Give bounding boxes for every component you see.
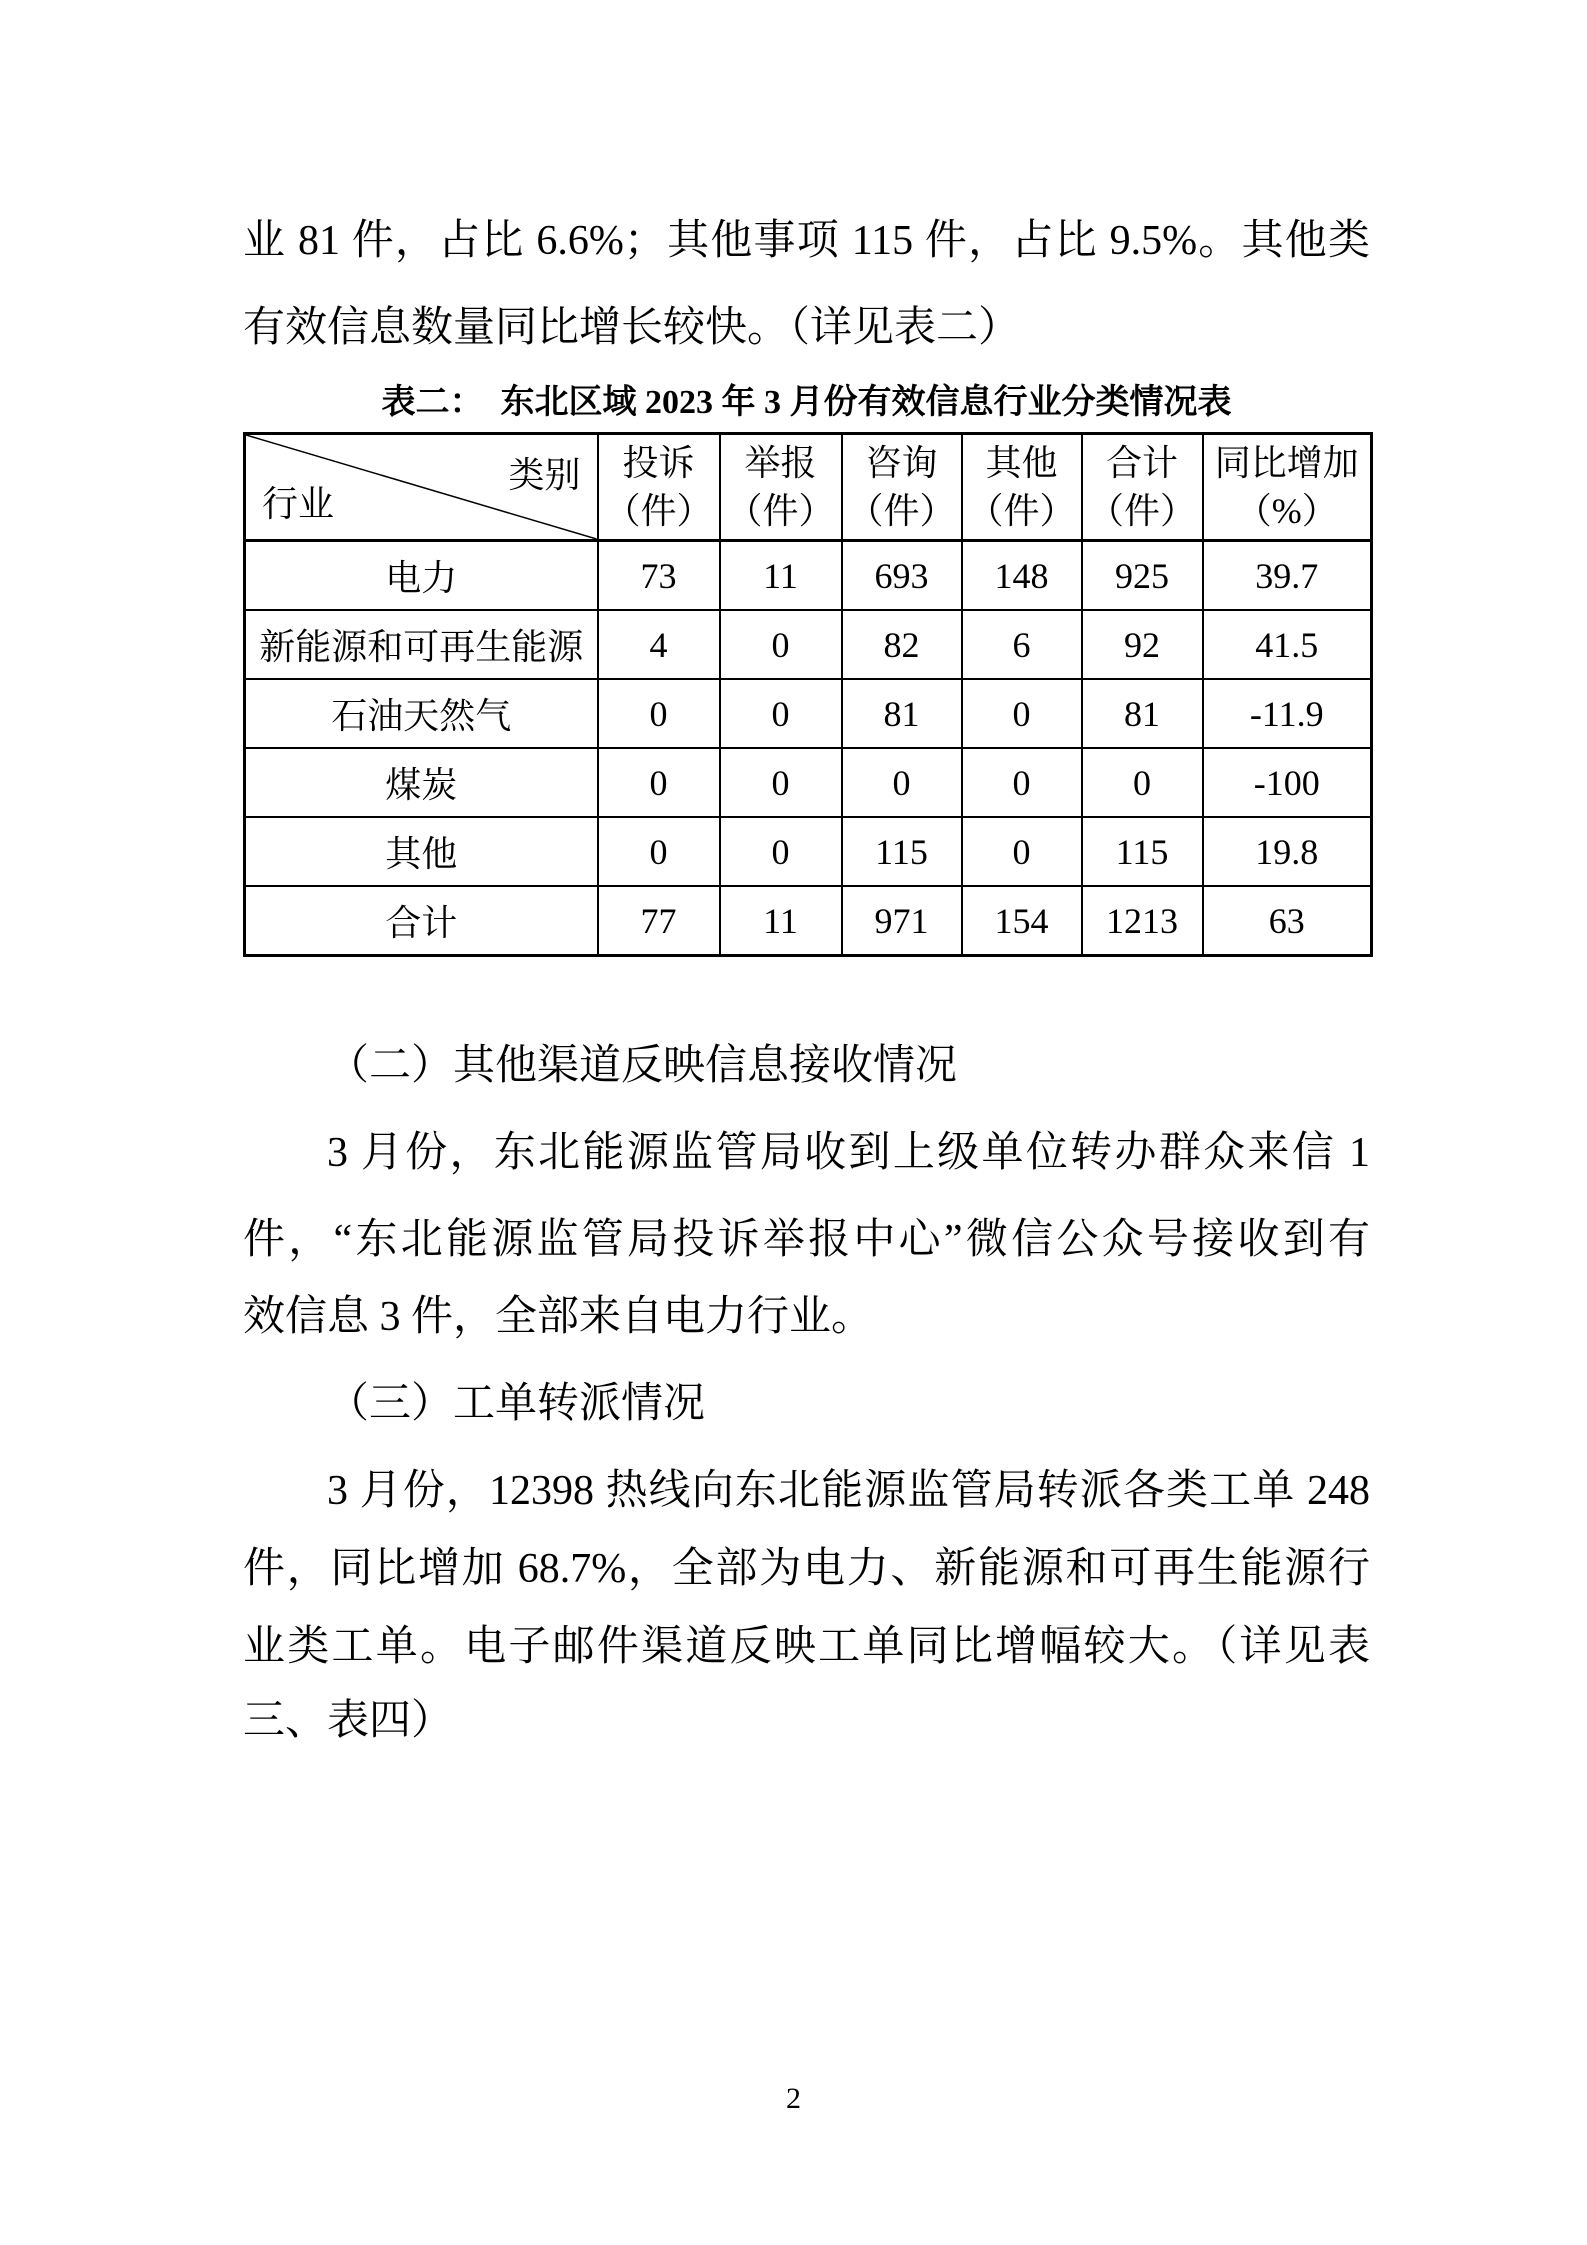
table-row <box>245 886 1372 956</box>
cell-value: -11.9 <box>1203 679 1372 748</box>
paragraph-line: 有效信息数量同比增长较快。（详见表二） <box>243 305 1021 351</box>
cell-value: 1213 <box>1082 886 1203 956</box>
row-industry: 合计 <box>245 886 598 956</box>
table-corner-cell <box>245 434 598 541</box>
cell-value: 6 <box>962 610 1082 679</box>
cell-value: 0 <box>720 679 842 748</box>
cell-value: 4 <box>598 610 720 679</box>
paragraph-line: 业类工单。电子邮件渠道反映工单同比增幅较大。（详见表 <box>243 1624 1370 1670</box>
cell-value: 925 <box>1082 541 1203 611</box>
column-header-total <box>1082 434 1203 541</box>
section-heading: （二）其他渠道反映信息接收情况 <box>327 1043 958 1089</box>
cell-value: 971 <box>842 886 962 956</box>
table-row <box>245 679 1372 748</box>
corner-label-category: 类别 <box>508 455 581 495</box>
cell-value: 19.8 <box>1203 817 1372 886</box>
column-header-line: （件） <box>1087 491 1196 531</box>
column-header-yoy-increase <box>1203 434 1372 541</box>
cell-value: 0 <box>962 817 1082 886</box>
column-header-line: 投诉 <box>622 443 695 483</box>
row-industry: 煤炭 <box>245 748 598 817</box>
cell-value: 73 <box>598 541 720 611</box>
cell-value: 693 <box>842 541 962 611</box>
column-header-line: （件） <box>726 491 835 531</box>
column-header-others <box>962 434 1082 541</box>
corner-label-industry: 行业 <box>262 484 335 524</box>
cell-value: 81 <box>842 679 962 748</box>
cell-value: 63 <box>1203 886 1372 956</box>
cell-value: 77 <box>598 886 720 956</box>
cell-value: 0 <box>720 748 842 817</box>
cell-value: 0 <box>720 817 842 886</box>
cell-value: 81 <box>1082 679 1203 748</box>
column-header-line: （件） <box>847 491 956 531</box>
cell-value: 115 <box>1082 817 1203 886</box>
cell-value: 11 <box>720 541 842 611</box>
row-industry: 其他 <box>245 817 598 886</box>
cell-value: 115 <box>842 817 962 886</box>
table-row <box>245 817 1372 886</box>
column-header-reports <box>720 434 842 541</box>
cell-value: 0 <box>1082 748 1203 817</box>
cell-value: -100 <box>1203 748 1372 817</box>
cell-value: 41.5 <box>1203 610 1372 679</box>
cell-value: 0 <box>598 817 720 886</box>
column-header-line: 其他 <box>985 443 1058 483</box>
paragraph-line: 3 月份，东北能源监管局收到上级单位转办群众来信 1 <box>327 1130 1370 1176</box>
paragraph-line: 效信息 3 件，全部来自电力行业。 <box>243 1294 874 1340</box>
page-number: 2 <box>786 2082 801 2115</box>
row-industry: 石油天然气 <box>245 679 598 748</box>
cell-value: 82 <box>842 610 962 679</box>
column-header-line: 咨询 <box>865 443 938 483</box>
column-header-inquiries <box>842 434 962 541</box>
column-header-line: （件） <box>604 491 713 531</box>
cell-value: 11 <box>720 886 842 956</box>
table-row <box>245 541 1372 611</box>
info-classification-table <box>243 432 1373 957</box>
table-row <box>245 748 1372 817</box>
row-industry: 新能源和可再生能源 <box>245 610 598 679</box>
paragraph-line: 件，同比增加 68.7%，全部为电力、新能源和可再生能源行 <box>243 1546 1370 1592</box>
column-header-line: 同比增加 <box>1214 443 1359 483</box>
cell-value: 0 <box>598 748 720 817</box>
table-row <box>245 610 1372 679</box>
row-industry: 电力 <box>245 541 598 611</box>
paragraph-line: 业 81 件，占比 6.6%；其他事项 115 件，占比 9.5%。其他类 <box>243 218 1370 264</box>
cell-value: 0 <box>720 610 842 679</box>
section-heading: （三）工单转派情况 <box>327 1381 706 1427</box>
paragraph-line: 件，“东北能源监管局投诉举报中心”微信公众号接收到有 <box>243 1217 1370 1263</box>
cell-value: 0 <box>842 748 962 817</box>
column-header-line: 合计 <box>1105 443 1178 483</box>
cell-value: 0 <box>962 679 1082 748</box>
cell-value: 92 <box>1082 610 1203 679</box>
column-header-line: （件） <box>967 491 1076 531</box>
paragraph-line: 三、表四） <box>243 1698 454 1744</box>
column-header-line: 举报 <box>744 443 817 483</box>
paragraph-line: 3 月份，12398 热线向东北能源监管局转派各类工单 248 <box>327 1468 1370 1514</box>
cell-value: 148 <box>962 541 1082 611</box>
cell-value: 154 <box>962 886 1082 956</box>
cell-value: 39.7 <box>1203 541 1372 611</box>
cell-value: 0 <box>598 679 720 748</box>
table-title: 表二： 东北区域 2023 年 3 月份有效信息行业分类情况表 <box>381 384 1232 421</box>
table-header-row <box>245 434 1372 541</box>
cell-value: 0 <box>962 748 1082 817</box>
column-header-line: （%） <box>1235 491 1338 531</box>
column-header-complaints <box>598 434 720 541</box>
